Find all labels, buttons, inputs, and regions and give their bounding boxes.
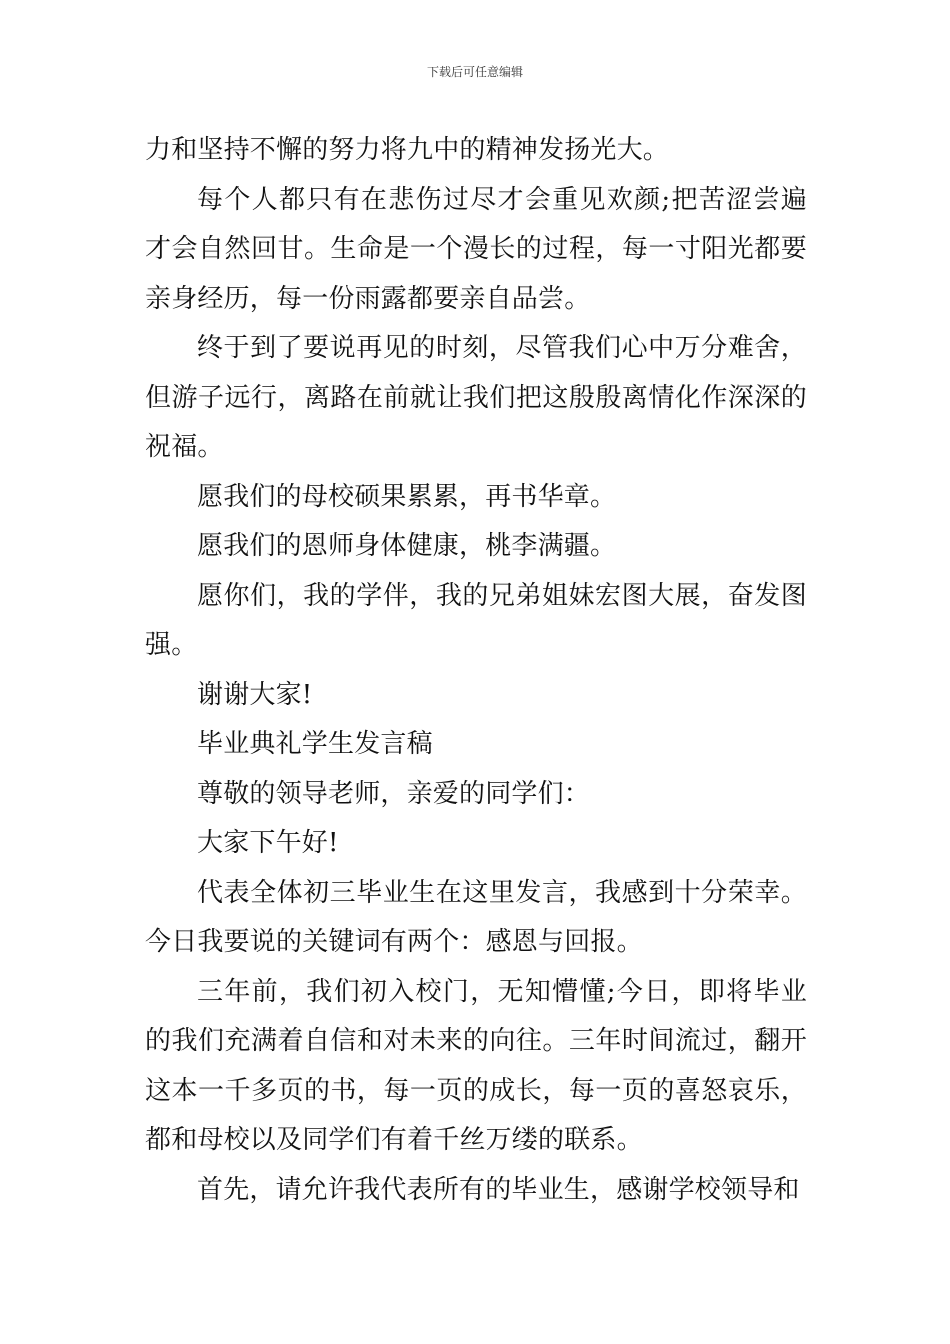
paragraph: 愿我们的母校硕果累累，再书华章。 [197, 481, 617, 512]
paragraph: 力和坚持不懈的努力将九中的精神发扬光大。 [145, 135, 670, 165]
page-header-note: 下载后可任意编辑 [426, 65, 523, 79]
paragraph: 代表全体初三毕业生在这里发言，我感到十分荣幸。今日我要说的关键词有两个：感恩与回报。 [145, 877, 807, 957]
paragraph: 首先，请允许我代表所有的毕业生，感谢学校领导和 [197, 1174, 800, 1205]
paragraph: 每个人都只有在悲伤过尽才会重见欢颜;把苦涩尝遍才会自然回甘。生命是一个漫长的过程，每一寸阳光都要亲身经历，每一份雨露都要亲自品尝。 [145, 184, 807, 314]
greeting: 大家下午好! [197, 828, 339, 858]
document-body [145, 126, 807, 1215]
paragraph: 终于到了要说再见的时刻，尽管我们心中万分难舍，但游子远行，离路在前就让我们把这殷殷离情化作深深的祝福。 [145, 333, 807, 462]
paragraph: 愿我们的恩师身体健康，桃李满疆。 [197, 531, 617, 561]
paragraph: 愿你们，我的学伴，我的兄弟姐妹宏图大展，奋发图强。 [145, 580, 807, 660]
paragraph: 谢谢大家! [197, 679, 313, 710]
paragraph: 三年前，我们初入校门，无知懵懂;今日，即将毕业的我们充满着自信和对未来的向往。三年时间流过，翻开这本一千多页的书，每一页的成长，每一页的喜怒哀乐，都和母校以及同学们有着千丝万缕的联系。 [145, 976, 807, 1155]
section-title: 毕业典礼学生发言稿 [197, 729, 433, 759]
salutation: 尊敬的领导老师，亲爱的同学们： [197, 778, 591, 809]
